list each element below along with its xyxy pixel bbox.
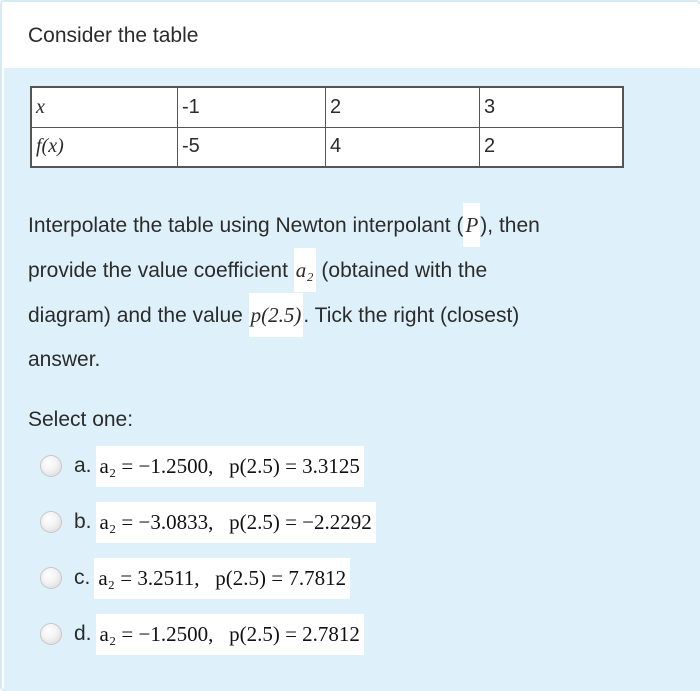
option-answer[interactable]: a₂ = −3.0833, p(2.5) = −2.2292 — [96, 502, 376, 543]
table-cell-label: x — [32, 88, 178, 128]
question-line1-end: ), then — [480, 214, 540, 237]
option-answer[interactable]: a₂ = −1.2500, p(2.5) = 2.7812 — [96, 614, 364, 655]
option-answer[interactable]: a₂ = 3.2511, p(2.5) = 7.7812 — [94, 558, 350, 599]
question-header — [4, 4, 700, 68]
table-row — [32, 88, 623, 128]
math-p-symbol: P — [463, 203, 480, 247]
option-letter: b. — [74, 510, 92, 533]
question-line4: answer. — [28, 348, 101, 371]
option-answer[interactable]: a₂ = −1.2500, p(2.5) = 3.3125 — [96, 446, 364, 487]
table-cell: 3 — [480, 88, 623, 128]
table-cell: 2 — [326, 88, 480, 128]
data-table — [30, 86, 624, 168]
question-line1: Interpolate the table using Newton interpolant ( — [28, 214, 464, 237]
radio-button-c[interactable] — [40, 567, 62, 589]
table-cell-label: f(x) — [32, 127, 178, 167]
question-line3-end: . Tick the right (closest) — [303, 304, 520, 327]
option-letter: d. — [74, 622, 92, 645]
option-letter: c. — [74, 566, 91, 589]
table-cell: 4 — [326, 127, 480, 167]
question-title: Consider the table — [28, 24, 199, 47]
math-a2-symbol: a₂ — [294, 248, 316, 292]
option-d[interactable] — [40, 614, 364, 654]
radio-button-d[interactable] — [40, 623, 62, 645]
option-b[interactable] — [40, 502, 376, 542]
radio-button-b[interactable] — [40, 511, 62, 533]
option-a[interactable] — [40, 446, 364, 486]
question-content — [4, 68, 700, 691]
table-cell: -1 — [178, 88, 326, 128]
table-cell: 2 — [480, 127, 623, 167]
question-text — [28, 203, 668, 382]
math-p25-symbol: p(2.5) — [249, 293, 304, 337]
option-letter: a. — [74, 454, 92, 477]
radio-button-a[interactable] — [40, 455, 62, 477]
table-cell: -5 — [178, 127, 326, 167]
table-row — [32, 127, 623, 167]
question-line2-end: (obtained with the — [315, 259, 488, 282]
question-line2: provide the value coefficient — [28, 259, 294, 282]
option-c[interactable] — [40, 558, 350, 598]
select-label: Select one: — [28, 408, 134, 431]
question-line3: diagram) and the value — [28, 304, 249, 327]
